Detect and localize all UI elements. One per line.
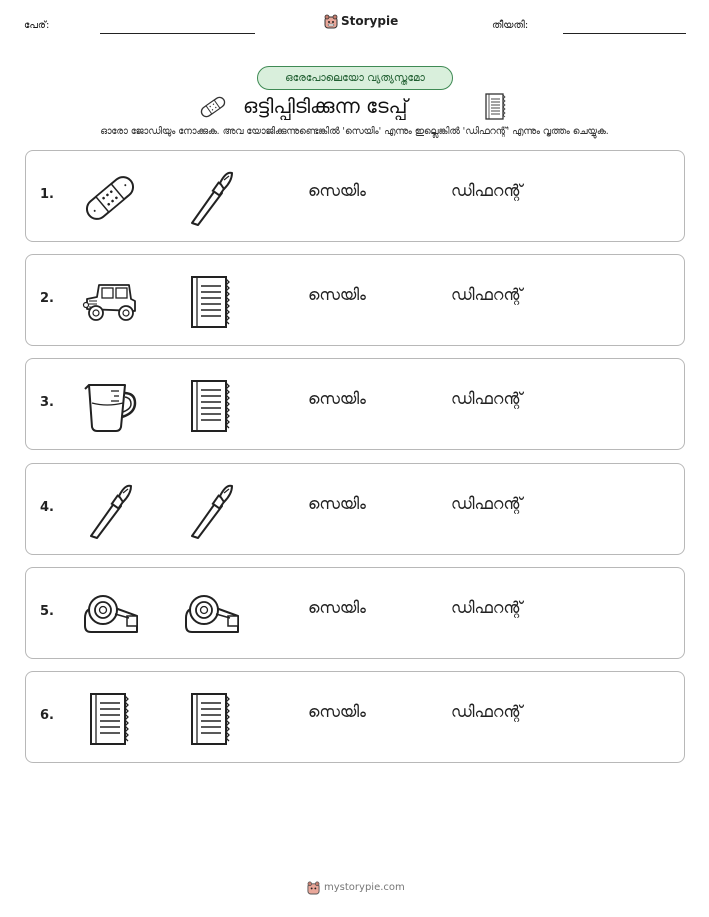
storypie-mascot-icon bbox=[324, 13, 338, 29]
same-option[interactable]: സെയിം bbox=[308, 389, 366, 408]
bandage-icon bbox=[199, 95, 227, 123]
exercise-card bbox=[25, 567, 685, 659]
brand-logo bbox=[324, 13, 398, 29]
notebook-icon bbox=[81, 690, 139, 748]
exercise-number: 4. bbox=[40, 500, 54, 515]
tape-dispenser-icon bbox=[182, 586, 240, 644]
notebook-icon bbox=[182, 377, 240, 435]
different-option[interactable]: ഡിഫറന്റ് bbox=[451, 494, 523, 513]
brand-name: Storypie bbox=[341, 14, 399, 28]
same-option[interactable]: സെയിം bbox=[308, 181, 366, 200]
footer-site[interactable]: mystorypie.com bbox=[324, 882, 405, 893]
same-option[interactable]: സെയിം bbox=[308, 285, 366, 304]
worksheet-tag: ഒരേപോലെയോ വ്യത്യസ്തമോ bbox=[257, 66, 453, 90]
paintbrush-icon bbox=[182, 482, 240, 540]
same-option[interactable]: സെയിം bbox=[308, 494, 366, 513]
exercise-number: 3. bbox=[40, 395, 54, 410]
same-option[interactable]: സെയിം bbox=[308, 598, 366, 617]
exercise-card bbox=[25, 671, 685, 763]
tape-dispenser-icon bbox=[81, 586, 139, 644]
same-option[interactable]: സെയിം bbox=[308, 702, 366, 721]
measuring-cup-icon bbox=[81, 377, 139, 435]
storypie-mascot-icon bbox=[307, 880, 320, 895]
notebook-icon bbox=[182, 273, 240, 331]
exercise-card bbox=[25, 254, 685, 346]
page-title: ഒട്ടിപ്പിടിക്കുന്ന ടേപ്പ് bbox=[243, 94, 408, 118]
notebook-icon bbox=[484, 93, 506, 125]
bandage-icon bbox=[81, 169, 139, 227]
name-label: പേര്: bbox=[24, 20, 50, 31]
paintbrush-icon bbox=[81, 482, 139, 540]
different-option[interactable]: ഡിഫറന്റ് bbox=[451, 598, 523, 617]
footer bbox=[307, 880, 405, 895]
name-line[interactable] bbox=[100, 33, 255, 34]
paintbrush-icon bbox=[182, 169, 240, 227]
different-option[interactable]: ഡിഫറന്റ് bbox=[451, 285, 523, 304]
different-option[interactable]: ഡിഫറന്റ് bbox=[451, 702, 523, 721]
exercise-number: 5. bbox=[40, 604, 54, 619]
title-row bbox=[0, 91, 709, 123]
exercise-card bbox=[25, 463, 685, 555]
exercise-card bbox=[25, 358, 685, 450]
exercise-card bbox=[25, 150, 685, 242]
exercise-number: 6. bbox=[40, 708, 54, 723]
vintage-car-icon bbox=[81, 273, 139, 331]
date-line[interactable] bbox=[563, 33, 686, 34]
different-option[interactable]: ഡിഫറന്റ് bbox=[451, 389, 523, 408]
different-option[interactable]: ഡിഫറന്റ് bbox=[451, 181, 523, 200]
exercise-number: 1. bbox=[40, 187, 54, 202]
instruction-text: ഓരോ ജോഡിയും നോക്കുക. അവ യോജിക്കുന്നുണ്ടെങ്കിൽ 'സെയിം' എന്നും ഇല്ലെങ്കിൽ 'ഡിഫറന്റ്' എന്നും വൃത്തം ചെയ്യുക. bbox=[100, 126, 609, 137]
notebook-icon bbox=[182, 690, 240, 748]
date-label: തീയതി: bbox=[492, 20, 529, 31]
exercise-number: 2. bbox=[40, 291, 54, 306]
